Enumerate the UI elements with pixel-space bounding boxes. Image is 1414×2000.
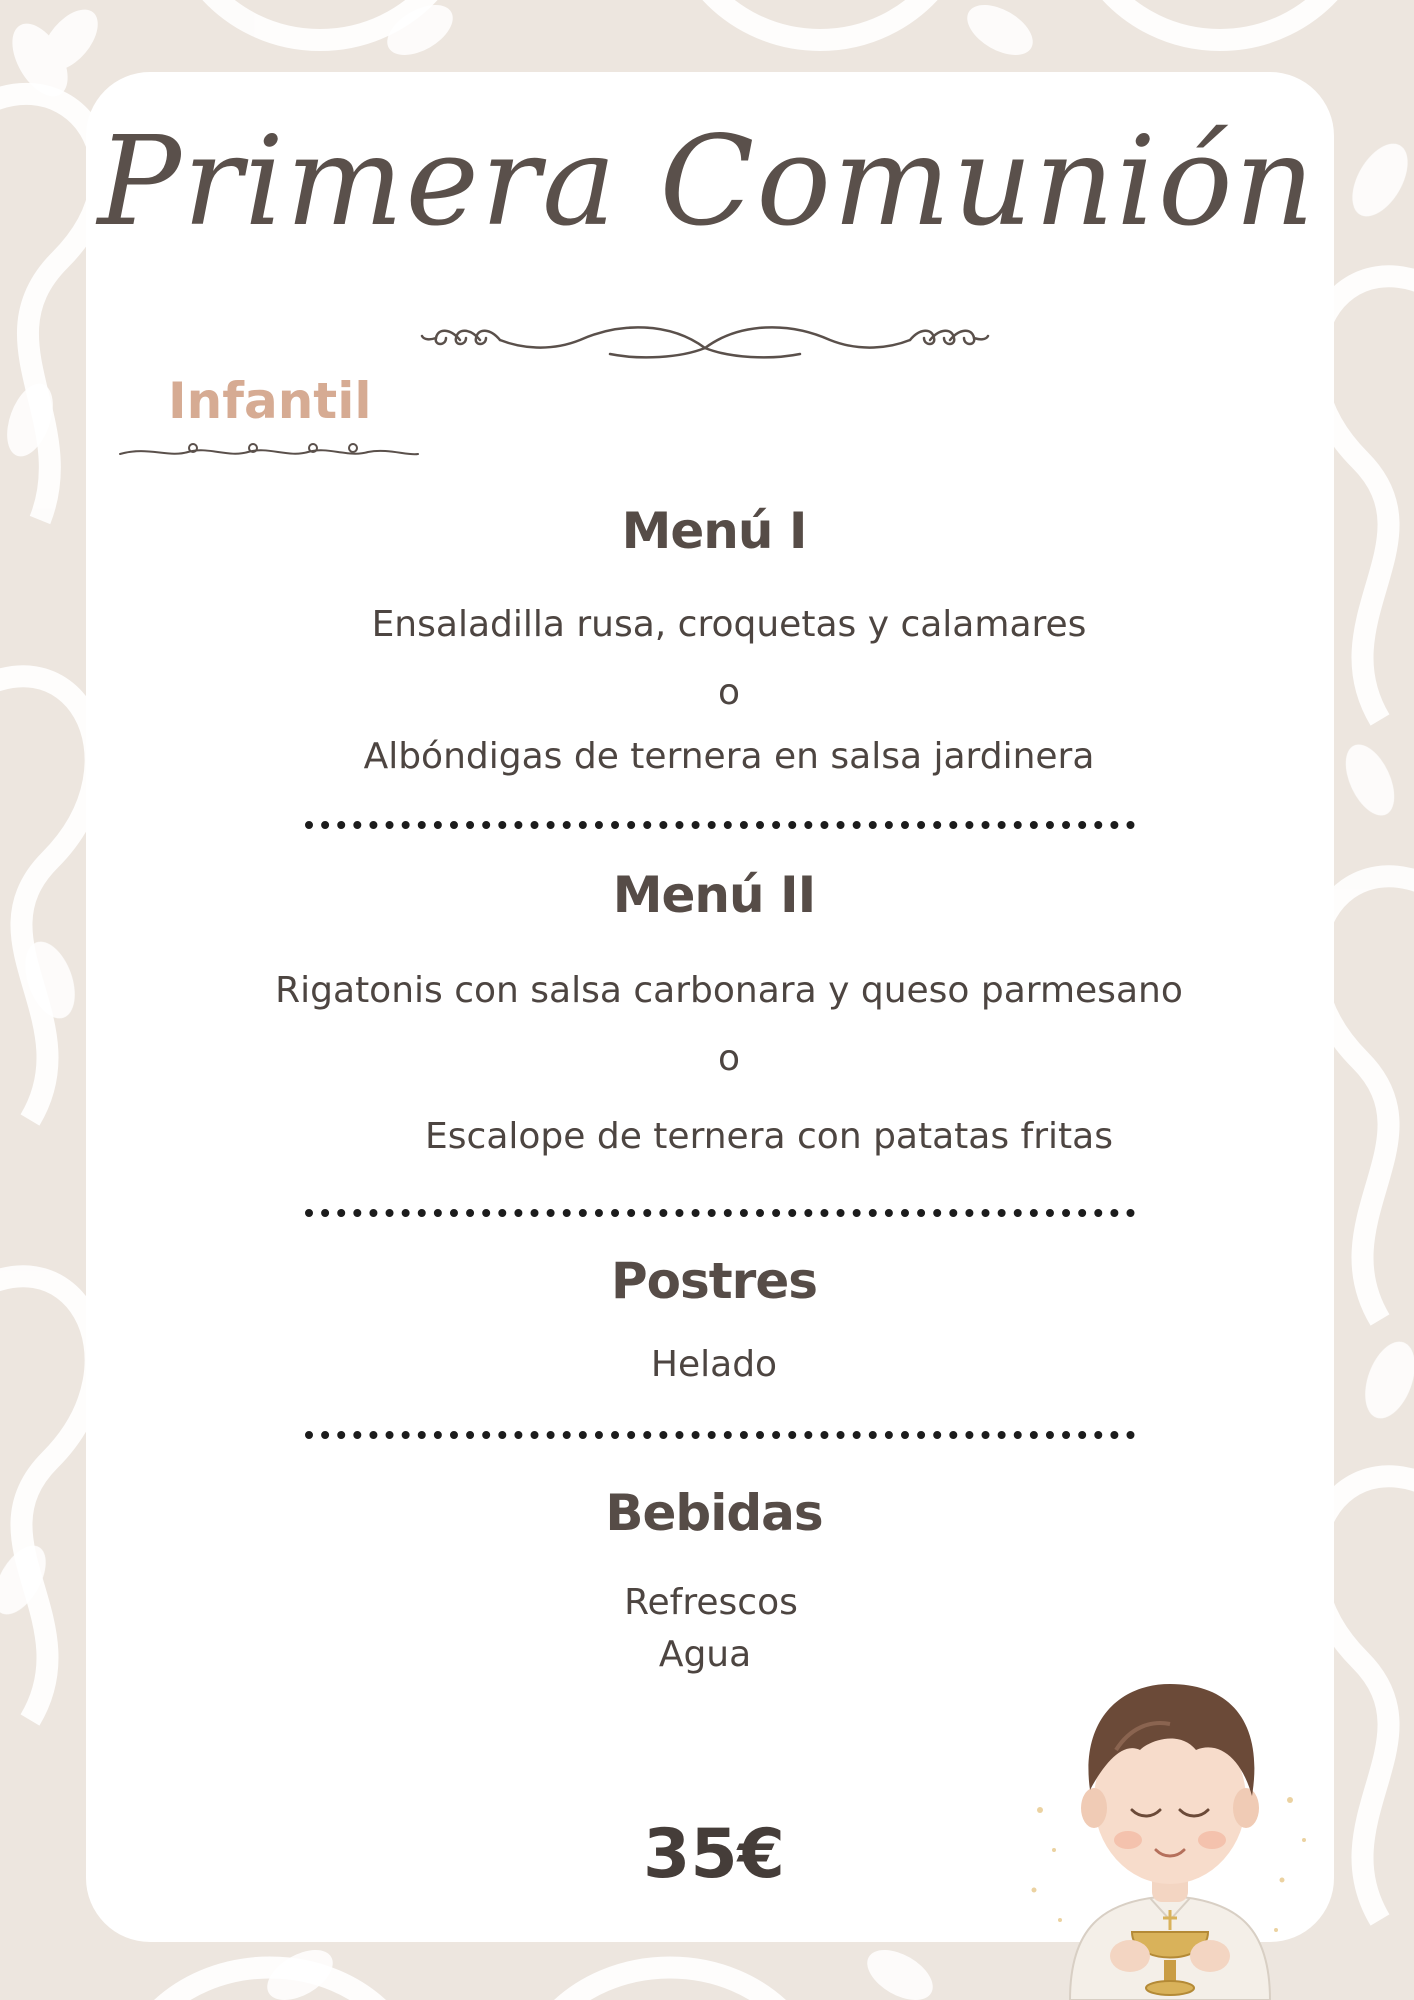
menu-1-heading: Menú I — [621, 502, 807, 560]
dotted-divider — [305, 1209, 1135, 1217]
drink-item: Agua — [658, 1634, 752, 1675]
dotted-divider — [305, 821, 1135, 829]
menu-2-separator: o — [717, 1038, 741, 1079]
desserts-heading: Postres — [611, 1252, 817, 1310]
category-label: Infantil — [168, 372, 372, 430]
menu-2-heading: Menú II — [612, 866, 816, 924]
price-label: 35€ — [643, 1815, 785, 1894]
page-title: Primera Comunión — [97, 110, 1317, 254]
drink-item: Refrescos — [624, 1582, 798, 1623]
menu-2-option-a: Rigatonis con salsa carbonara y queso parmesano — [275, 970, 1183, 1011]
drinks-heading: Bebidas — [605, 1484, 823, 1542]
ornamental-scroll-icon — [420, 318, 990, 364]
small-scroll-icon — [118, 436, 420, 466]
menu-2-option-b: Escalope de ternera con patatas fritas — [425, 1116, 1113, 1157]
menu-1-option-b: Albóndigas de ternera en salsa jardinera — [363, 736, 1095, 777]
child-with-chalice-illustration — [1020, 1600, 1320, 2000]
menu-1-option-a: Ensaladilla rusa, croquetas y calamares — [371, 604, 1087, 645]
menu-1-separator: o — [717, 672, 741, 713]
dessert-item: Helado — [650, 1344, 778, 1385]
dotted-divider — [305, 1431, 1135, 1439]
